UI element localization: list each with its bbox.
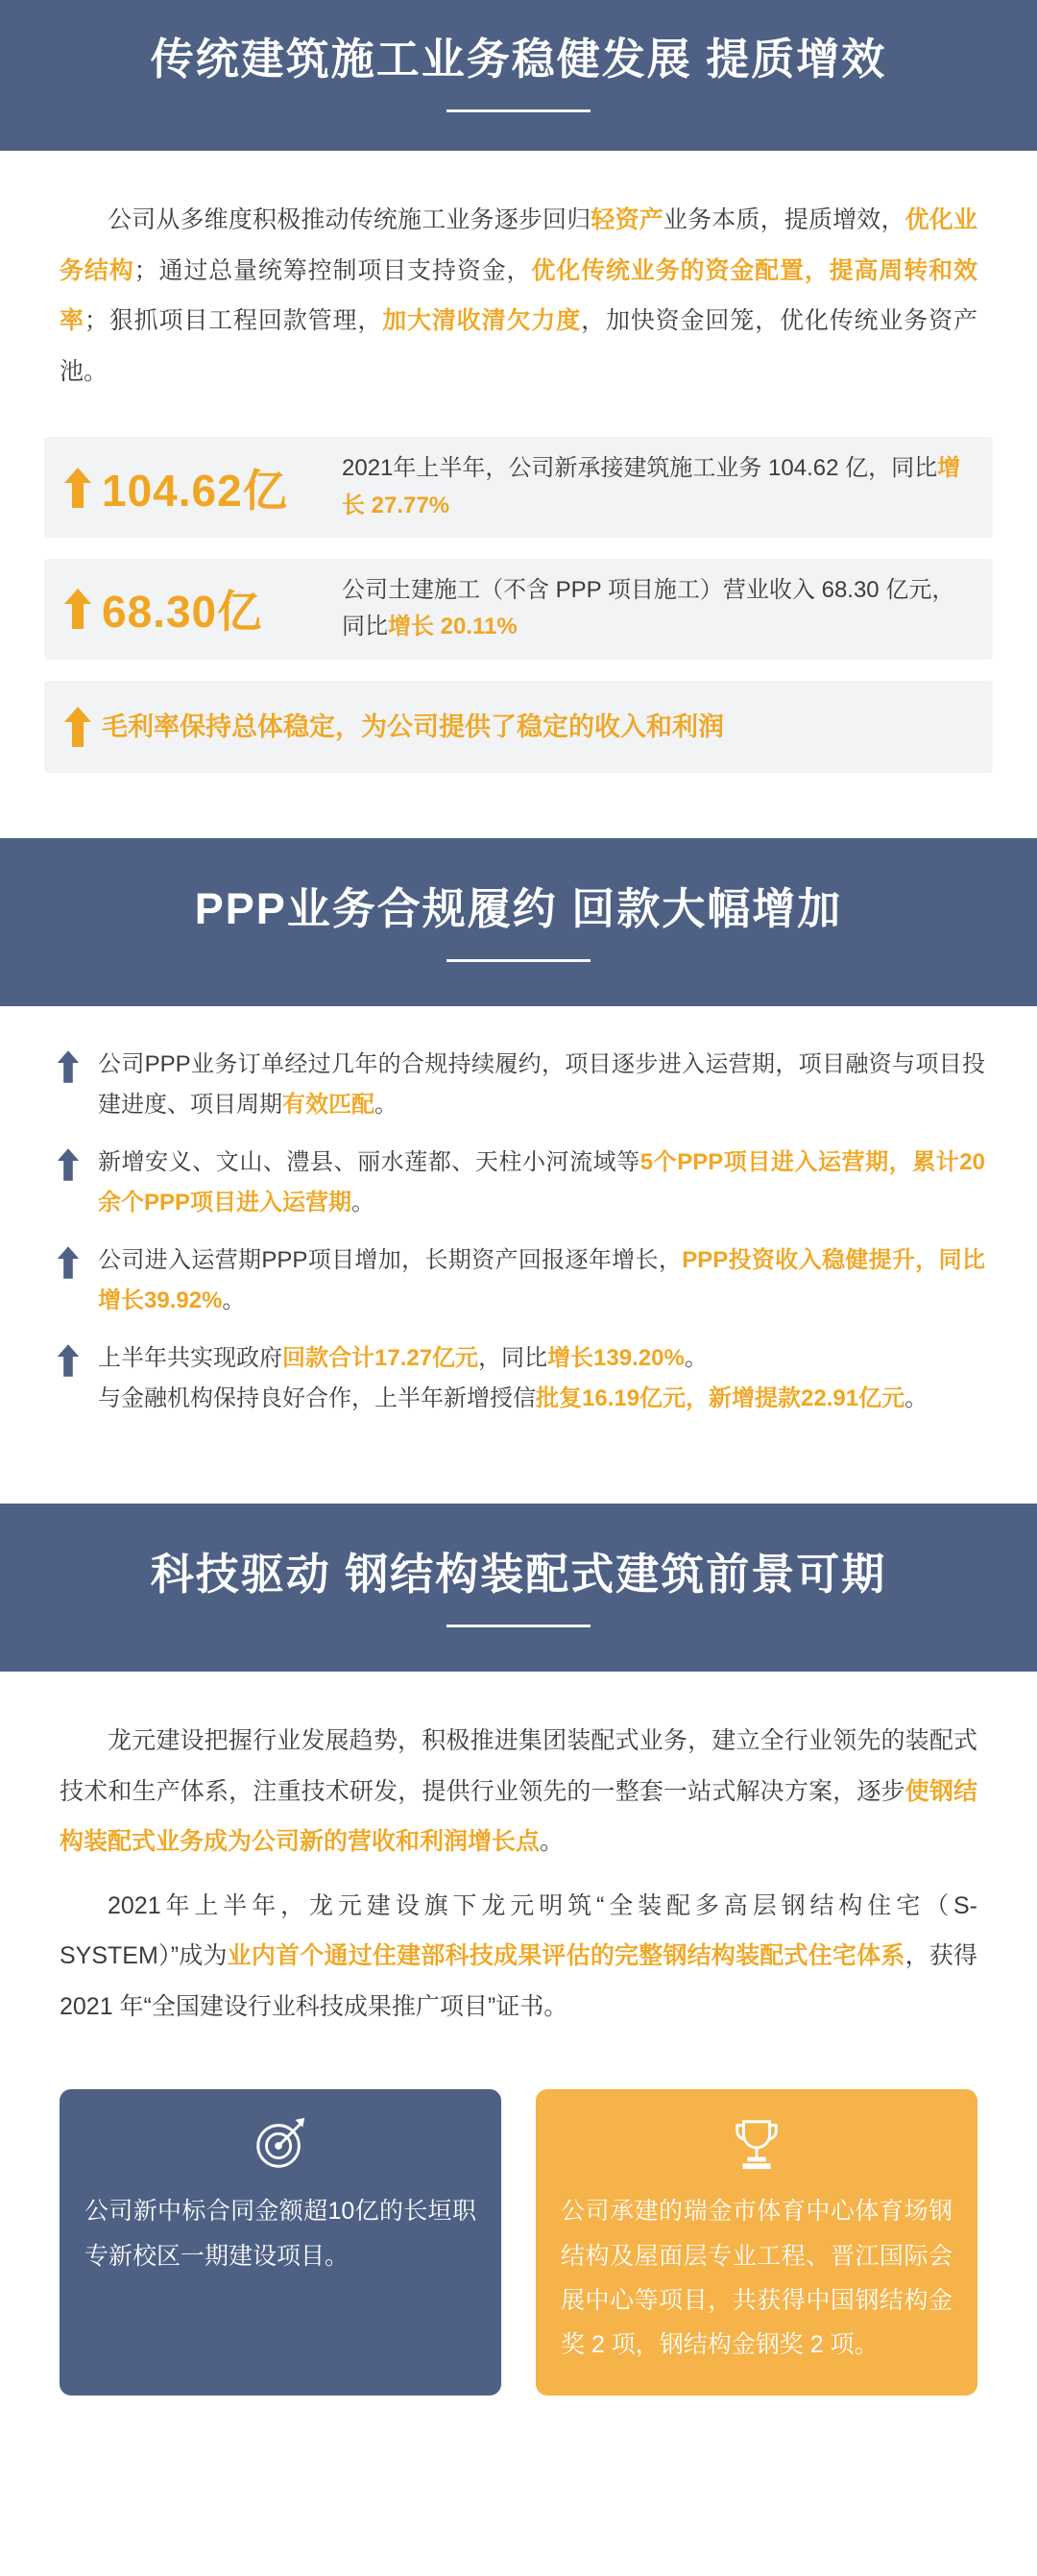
body-text: 与金融机构保持良好合作，上半年新增授信 xyxy=(98,1385,536,1412)
body-text: 2021年上半年，龙元建设旗下龙元明筑“全装配多高层钢结构住宅（S-SYSTEM）”成为 xyxy=(60,1891,977,1970)
kpi-value: 104.62亿 xyxy=(102,465,288,516)
section-2-banner xyxy=(0,838,1037,1006)
highlighted-text: 5个PPP项目进入运营期，累计20余个PPP项目进入运营期 xyxy=(98,1149,985,1216)
body-text: 。 xyxy=(540,1828,565,1856)
body-text: 新增安义、文山、澧县、丽水莲都、天柱小河流域等 xyxy=(98,1149,640,1176)
up-arrow-icon xyxy=(61,707,94,747)
card-text: 公司承建的瑞金市体育中心体育场钢结构及屋面层专业工程、晋江国际会展中心等项目，共获得中国钢结构金奖 2 项，钢结构金钢奖 2 项。 xyxy=(561,2198,953,2359)
body-text: 龙元建设把握行业发展趋势，积极推进集团装配式业务，建立全行业领先的装配式技术和生产体系，注重技术研发，提供行业领先的一整套一站式解决方案，逐步 xyxy=(60,1727,977,1805)
kpi-row xyxy=(44,437,993,538)
section-1-kpi-list xyxy=(0,420,1037,773)
section-3-paragraph-2 xyxy=(60,1881,977,2033)
up-arrow-icon xyxy=(52,1246,84,1279)
highlighted-text: 增长139.20% xyxy=(547,1345,685,1372)
highlighted-text: 优化传统业务的资金配置，提高周转和效率 xyxy=(60,256,977,335)
up-arrow-icon xyxy=(52,1344,84,1377)
highlighted-text: PPP投资收入稳健提升，同比增长39.92% xyxy=(98,1247,985,1314)
body-text: 公司进入运营期PPP项目增加，长期资产回报逐年增长， xyxy=(98,1247,683,1274)
up-arrow-icon xyxy=(61,468,94,508)
body-text: 公司PPP业务订单经过几年的合规持续履约，项目逐步进入运营期，项目融资与项目投建进度、项目周期 xyxy=(98,1051,985,1119)
body-text: ；狠抓项目工程回款管理， xyxy=(84,307,383,335)
body-text: 2021年上半年，公司新承接建筑施工业务 104.62 亿，同比 xyxy=(342,455,938,482)
body-text: ，获得 2021 年“全国建设行业科技成果推广项目”证书。 xyxy=(60,1942,977,2020)
section-1-banner xyxy=(0,0,1037,151)
body-text: 。 xyxy=(222,1288,246,1314)
banner-divider xyxy=(446,959,591,962)
highlighted-text: 加大清收清欠力度 xyxy=(382,307,582,335)
list-item xyxy=(52,1143,985,1223)
highlighted-text: 业内首个通过住建部科技成果评估的完整钢结构装配式住宅体系 xyxy=(227,1942,905,1970)
section-3-card-row xyxy=(0,2055,1037,2434)
body-text: 。 xyxy=(684,1345,708,1372)
section-1-title: 传统建筑施工业务稳健发展 提质增效 xyxy=(150,35,887,84)
list-item xyxy=(52,1240,985,1321)
list-item xyxy=(52,1338,985,1419)
up-arrow-icon xyxy=(52,1148,84,1181)
highlighted-text: 增长 27.77% xyxy=(342,455,961,518)
list-item xyxy=(52,1045,985,1125)
section-1-paragraph-block xyxy=(0,151,1037,420)
highlighted-text: 增长 20.11% xyxy=(388,614,518,640)
kpi-description xyxy=(342,450,976,524)
up-arrow-icon xyxy=(61,589,94,629)
trophy-icon xyxy=(561,2114,953,2174)
highlighted-text: 轻资产 xyxy=(591,206,663,234)
highlighted-text: 有效匹配 xyxy=(282,1092,374,1119)
highlighted-text: 优化业务结构 xyxy=(60,206,977,284)
section-2-title: PPP业务合规履约 回款大幅增加 xyxy=(194,883,843,933)
card-awards xyxy=(536,2089,977,2395)
highlighted-text: 批复16.19亿元，新增提款22.91亿元 xyxy=(536,1385,905,1412)
kpi-note-row xyxy=(44,681,993,773)
body-text: 公司土建施工（不含 PPP 项目施工）营业收入 68.30 亿元，同比 xyxy=(342,577,955,640)
kpi-value: 68.30亿 xyxy=(102,587,263,638)
section-3-paragraph-1 xyxy=(60,1716,977,1867)
banner-divider xyxy=(446,109,591,112)
section-3-title: 科技驱动 钢结构装配式建筑前景可期 xyxy=(150,1550,887,1600)
body-text: 。 xyxy=(904,1385,928,1412)
up-arrow-icon xyxy=(52,1050,84,1083)
kpi-description xyxy=(342,572,976,646)
card-text: 公司新中标合同金额超10亿的长垣职专新校区一期建设项目。 xyxy=(84,2198,476,2270)
body-text: ；通过总量统筹控制项目支持资金， xyxy=(133,256,532,284)
list-item-text xyxy=(98,1338,985,1419)
section-1-paragraph xyxy=(60,195,977,397)
kpi-note-text: 毛利率保持总体稳定，为公司提供了稳定的收入和利润 xyxy=(102,711,724,741)
body-text: 。 xyxy=(351,1190,375,1216)
highlighted-text: 使钢结构装配式业务成为公司新的营收和利润增长点 xyxy=(60,1777,977,1856)
body-text: 。 xyxy=(374,1092,398,1119)
list-item-text xyxy=(98,1240,985,1321)
section-3-paragraph-block xyxy=(0,1672,1037,2055)
target-icon xyxy=(84,2114,476,2174)
body-text: ，加快资金回笼，优化传统业务资产池。 xyxy=(60,307,977,385)
body-text: 公司从多维度积极推动传统施工业务逐步回归 xyxy=(108,206,591,234)
highlighted-text: 回款合计17.27亿元 xyxy=(282,1345,479,1372)
card-contract-award xyxy=(60,2089,501,2395)
list-item-text xyxy=(98,1143,985,1223)
section-2-bullet-list xyxy=(0,1006,1037,1475)
body-text: ，同比 xyxy=(478,1345,548,1372)
body-text: 业务本质，提质增效， xyxy=(663,206,905,234)
banner-divider xyxy=(446,1625,591,1627)
section-3-banner xyxy=(0,1504,1037,1672)
list-item-text xyxy=(98,1045,985,1125)
body-text: 上半年共实现政府 xyxy=(98,1345,282,1372)
kpi-row xyxy=(44,559,993,660)
